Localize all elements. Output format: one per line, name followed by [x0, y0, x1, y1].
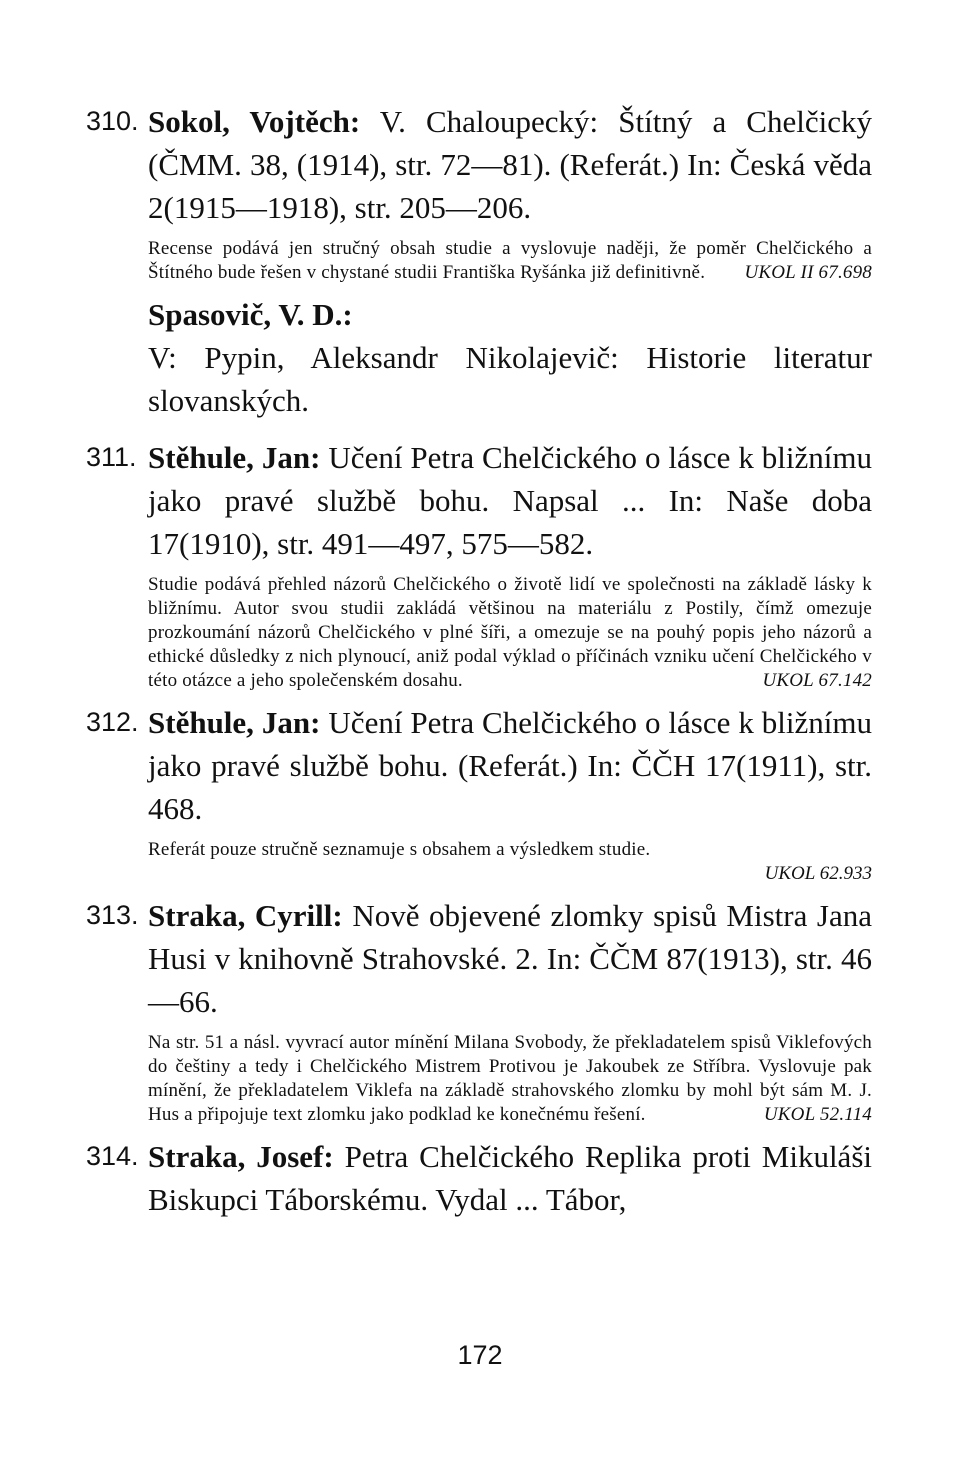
entry-heading — [148, 894, 872, 1023]
entry-312 — [86, 701, 872, 886]
entry-abstract — [148, 838, 872, 862]
entry-author: Straka, Josef: — [148, 1139, 334, 1174]
entry-311 — [86, 436, 872, 693]
entry-number: 314. — [86, 1141, 139, 1171]
entry-number: 312. — [86, 707, 139, 737]
entry-heading — [148, 100, 872, 229]
entry-citation: Petra Chelčického Replika proti Mikuláši Biskupci Táborskému. Vydal ... Tábor, — [148, 1139, 872, 1217]
entry-313 — [86, 894, 872, 1127]
entry-314 — [86, 1135, 872, 1221]
entry-abstract — [148, 573, 872, 693]
entry-spasovic — [86, 293, 872, 422]
abstract-text: Na str. 51 a násl. vyvrací autor mínění Milana Svobody, že překladatelem spisů Viklefových do češtiny a tedy i Chelčického Mistrem Protivou je Jakoubek ze Stříbra. Vyslovuje pak mínění, že překladatelem Viklefa na základě strahovského zlomku by mohl být sám M. J. Hus a připojuje text zlomku jako podklad ke konečnému řešení. — [148, 1032, 872, 1125]
entry-citation: Učení Petra Chelčického o lásce k bližnímu jako pravé službě bohu. Napsal ... In: Naše doba 17(1910), str. 491—497, 575—582. — [148, 440, 872, 561]
page-number: 172 — [457, 1340, 503, 1370]
entry-citation: V. Chaloupecký: Štítný a Chelčický (ČMM. 38, (1914), str. 72—81). (Referát.) In: Česká věda 2(1915—1918), str. 205—206. — [148, 104, 872, 225]
entry-author: Stěhule, Jan: — [148, 440, 321, 475]
ukol-reference: UKOL 67.142 — [762, 670, 872, 691]
entry-heading — [148, 293, 872, 422]
abstract-text: Studie podává přehled názorů Chelčického o životě lidí ve společnosti na základě lásky k bližnímu. Autor svou studii zakládá většinou na materiálu z Postily, čímž omezuje prozkoumání názorů Chelčického v plné šíři, a omezuje se na pouhý popis jeho názorů a ethické důsledky z nich plynoucí, aniž podal výklad o příčinách vzniku učení Chelčického v této otázce a jeho společenském dosahu. — [148, 574, 872, 691]
entry-number: 313. — [86, 900, 139, 930]
ukol-reference: UKOL II 67.698 — [744, 262, 872, 283]
abstract-text: Recense podává jen stručný obsah studie a vyslovuje naději, že poměr Chelčického a Štítného bude řešen v chystané studii Františka Ryšánka již definitivně. — [148, 238, 872, 283]
ukol-reference: UKOL 62.933 — [764, 863, 872, 884]
entry-citation: Nově objevené zlomky spisů Mistra Jana Husi v knihovně Strahovské. 2. In: ČČM 87(1913), str. 46—66. — [148, 898, 873, 1019]
entry-author: Spasovič, V. D.: — [148, 297, 353, 332]
entry-citation: V: Pypin, Aleksandr Nikolajevič: Historie literatur slovanských. — [148, 340, 872, 418]
entry-author: Stěhule, Jan: — [148, 705, 321, 740]
entry-heading — [148, 436, 872, 565]
abstract-text: Referát pouze stručně seznamuje s obsahem a výsledkem studie. — [148, 839, 651, 860]
entry-abstract — [148, 237, 872, 285]
entry-heading — [148, 701, 872, 830]
entry-citation: Učení Petra Chelčického o lásce k bližnímu jako pravé službě bohu. (Referát.) In: ČČH 17(1911), str. 468. — [148, 705, 872, 826]
entry-author: Sokol, Vojtěch: — [148, 104, 361, 139]
ukol-reference: UKOL 52.114 — [763, 1104, 872, 1125]
entry-heading — [148, 1135, 872, 1221]
entry-author: Straka, Cyrill: — [148, 898, 343, 933]
entry-abstract — [148, 1031, 872, 1127]
entry-310 — [86, 100, 872, 285]
entry-number: 310. — [86, 106, 139, 136]
entry-number: 311. — [86, 442, 137, 472]
